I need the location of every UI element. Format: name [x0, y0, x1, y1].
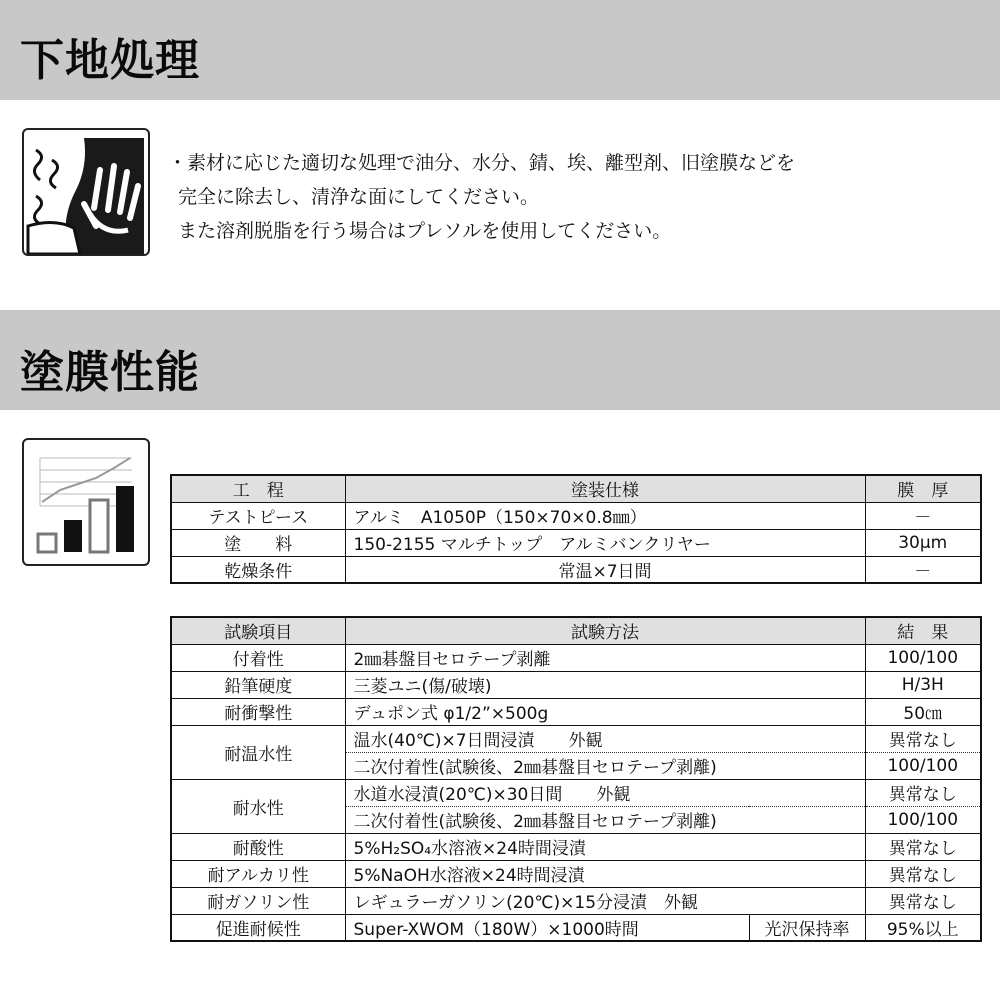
table-row	[171, 887, 981, 914]
test-result: 100/100	[865, 644, 981, 671]
table-row	[171, 529, 981, 556]
test-method: 三菱ユニ(傷/破壊)	[345, 671, 865, 698]
header-result: 結 果	[865, 617, 981, 644]
test-results-table	[170, 616, 982, 942]
section-header-prep	[0, 0, 1000, 100]
table-header-row	[171, 475, 981, 502]
header-thickness: 膜 厚	[865, 475, 981, 502]
table-row	[171, 779, 981, 806]
table-row	[171, 698, 981, 725]
table-row	[171, 671, 981, 698]
test-method: Super-XWOM（180W）×1000時間	[345, 914, 749, 941]
prep-line-3: また溶剤脱脂を行う場合はプレソルを使用してください。	[178, 220, 672, 242]
row-label: 塗 料	[171, 529, 345, 556]
test-method: デュポン式 φ1/2”×500g	[345, 698, 865, 725]
test-method: 水道水浸漬(20℃)×30日間 外観	[345, 779, 865, 806]
table-row	[171, 644, 981, 671]
test-item: 耐衝撃性	[171, 698, 345, 725]
test-result: 異常なし	[865, 725, 981, 752]
test-item: 付着性	[171, 644, 345, 671]
row-spec: 150-2155 マルチトップ アルミバンクリヤー	[345, 529, 865, 556]
coating-spec-table	[170, 474, 982, 584]
hand-wiping-icon	[22, 128, 150, 256]
test-result: 異常なし	[865, 887, 981, 914]
section-title: 下地処理	[20, 35, 200, 86]
test-result-secondary: 100/100	[865, 806, 981, 833]
test-method: レギュラーガソリン(20℃)×15分浸漬 外観	[345, 887, 865, 914]
test-item: 耐ガソリン性	[171, 887, 345, 914]
test-result: 異常なし	[865, 860, 981, 887]
test-method-secondary: 二次付着性(試験後、2㎜碁盤目セロテープ剥離)	[345, 806, 865, 833]
row-label: テストピース	[171, 502, 345, 529]
prep-line-1: ・素材に応じた適切な処理で油分、水分、錆、埃、離型剤、旧塗膜などを	[168, 152, 796, 174]
test-item: 耐アルカリ性	[171, 860, 345, 887]
header-test-method: 試験方法	[345, 617, 865, 644]
table-row	[171, 556, 981, 583]
header-process: 工 程	[171, 475, 345, 502]
section-header-performance	[0, 310, 1000, 410]
test-result: 異常なし	[865, 779, 981, 806]
test-result-secondary: 100/100	[865, 752, 981, 779]
test-metric: 光沢保持率	[749, 914, 865, 941]
test-method: 2㎜碁盤目セロテープ剥離	[345, 644, 865, 671]
table-row	[171, 860, 981, 887]
table-row	[171, 914, 981, 941]
row-thickness: 30μm	[865, 529, 981, 556]
test-method: 温水(40℃)×7日間浸漬 外観	[345, 725, 865, 752]
table-header-row	[171, 617, 981, 644]
row-spec: 常温×7日間	[345, 556, 865, 583]
test-result: 95%以上	[865, 914, 981, 941]
section-title: 塗膜性能	[20, 347, 200, 398]
prep-line-2: 完全に除去し、清浄な面にしてください。	[178, 186, 540, 208]
test-item: 耐温水性	[171, 725, 345, 779]
table-row	[171, 725, 981, 752]
table-row	[171, 833, 981, 860]
performance-chart-icon	[22, 438, 150, 566]
row-thickness: －	[865, 556, 981, 583]
test-item: 促進耐候性	[171, 914, 345, 941]
test-result: 50㎝	[865, 698, 981, 725]
test-result: 異常なし	[865, 833, 981, 860]
row-thickness: －	[865, 502, 981, 529]
test-method-secondary: 二次付着性(試験後、2㎜碁盤目セロテープ剥離)	[345, 752, 865, 779]
row-spec: アルミ A1050P（150×70×0.8㎜）	[345, 502, 865, 529]
row-label: 乾燥条件	[171, 556, 345, 583]
header-spec: 塗装仕様	[345, 475, 865, 502]
test-method: 5%H₂SO₄水溶液×24時間浸漬	[345, 833, 865, 860]
test-item: 鉛筆硬度	[171, 671, 345, 698]
header-test-item: 試験項目	[171, 617, 345, 644]
test-method: 5%NaOH水溶液×24時間浸漬	[345, 860, 865, 887]
prep-instructions	[168, 146, 795, 248]
test-item: 耐水性	[171, 779, 345, 833]
test-item: 耐酸性	[171, 833, 345, 860]
test-result: H/3H	[865, 671, 981, 698]
table-row	[171, 502, 981, 529]
